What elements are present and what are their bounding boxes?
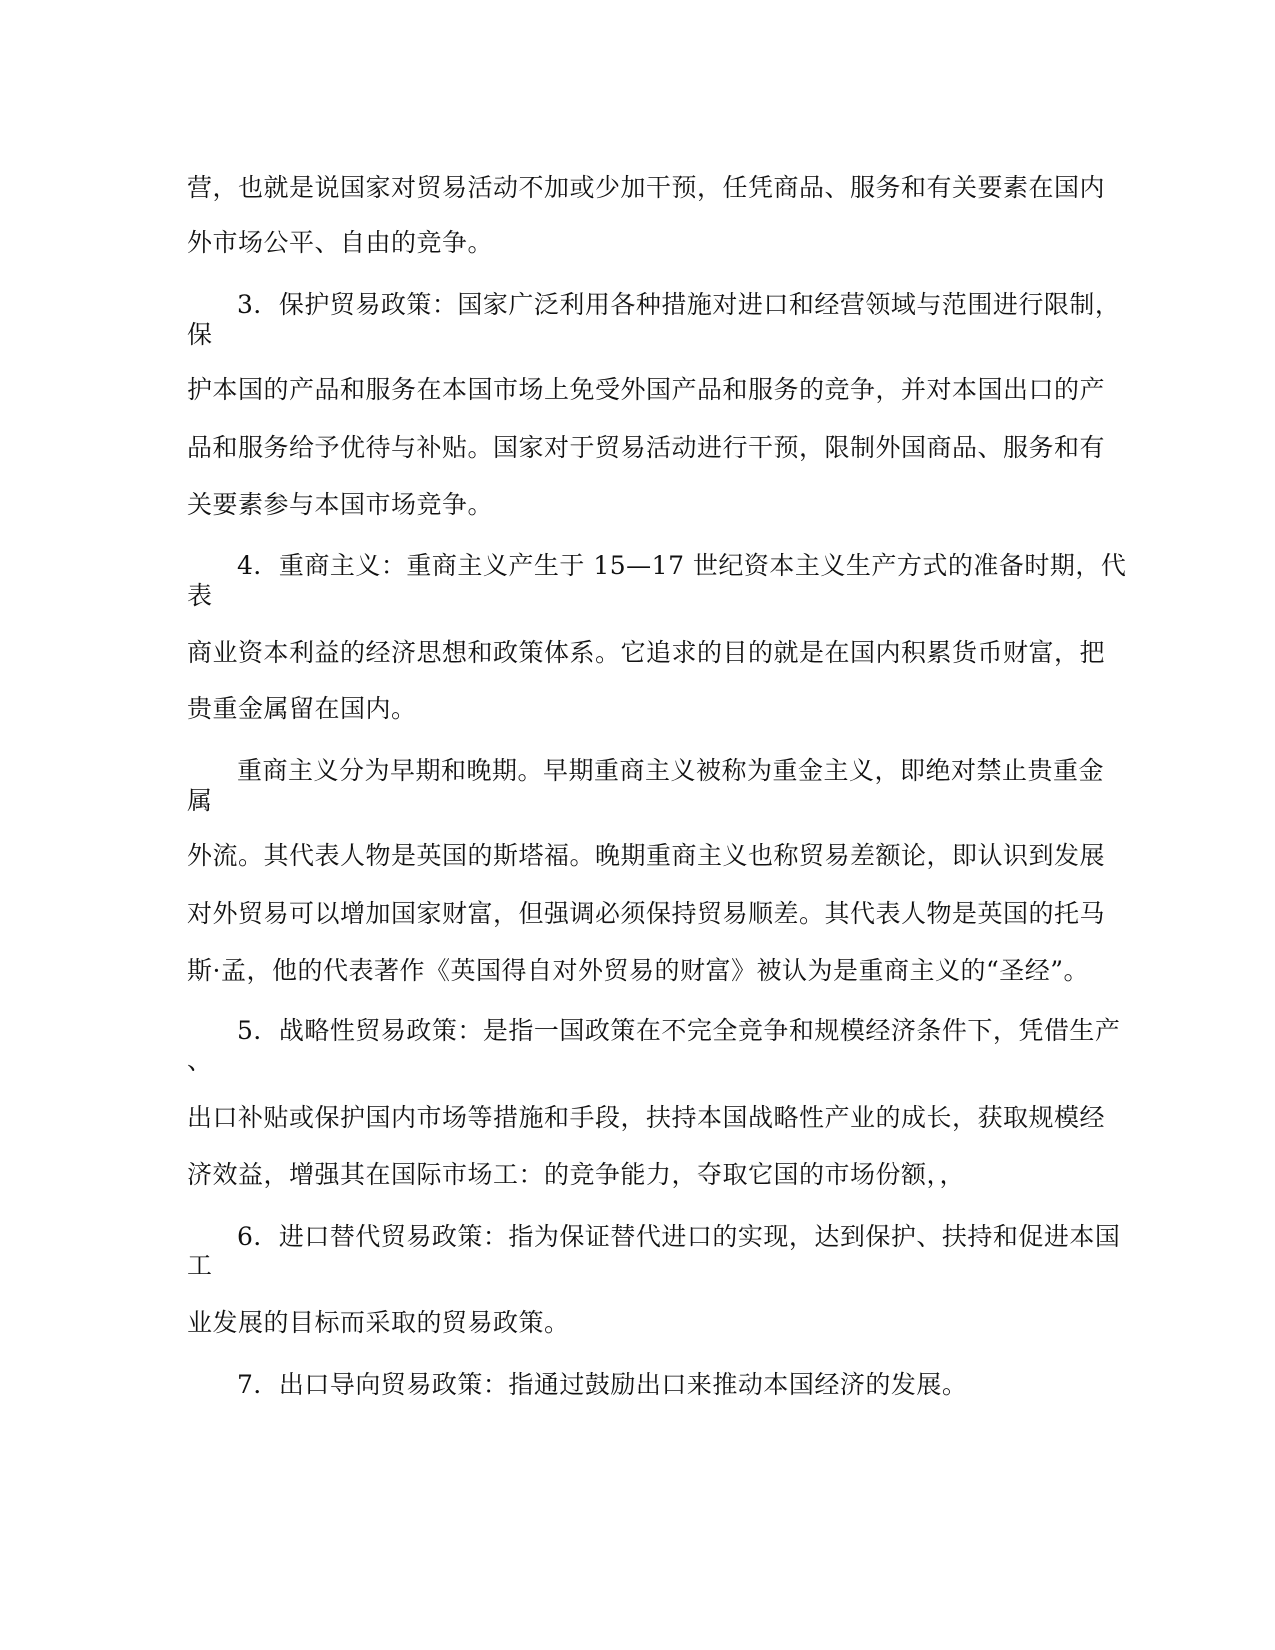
- text-line: 工: [187, 1251, 213, 1280]
- text-line: 出口补贴或保护国内市场等措施和手段，扶持本国战略性产业的成长，获取规模经: [187, 1103, 1106, 1132]
- text-line: 外市场公平、自由的竞争。: [187, 228, 494, 257]
- text-line: 重商主义分为早期和晚期。早期重商主义被称为重金主义，即绝对禁止贵重金: [237, 756, 1105, 785]
- text-line: 6．进口替代贸易政策：指为保证替代进口的实现，达到保护、扶持和促进本国: [237, 1222, 1121, 1251]
- text-line: 5．战略性贸易政策：是指一国政策在不完全竞争和规模经济条件下，凭借生产: [237, 1016, 1121, 1045]
- text-line: 4．重商主义：重商主义产生于 15—17 世纪资本主义生产方式的准备时期，代: [237, 551, 1127, 580]
- text-line: 7．出口导向贸易政策：指通过鼓励出口来推动本国经济的发展。: [237, 1370, 968, 1399]
- text-line: 属: [187, 786, 213, 815]
- text-line: 对外贸易可以增加国家财富，但强调必须保持贸易顺差。其代表人物是英国的托马: [187, 899, 1106, 928]
- text-line: 、: [187, 1046, 213, 1075]
- text-line: 斯·孟，他的代表著作《英国得自对外贸易的财富》被认为是重商主义的“圣经”。: [187, 956, 1090, 985]
- text-line: 品和服务给予优待与补贴。国家对于贸易活动进行干预，限制外国商品、服务和有: [187, 433, 1106, 462]
- text-line: 济效益，增强其在国际市场工：的竞争能力，夺取它国的市场份额，，: [187, 1160, 966, 1189]
- text-line: 保: [187, 320, 213, 349]
- text-line: 营，也就是说国家对贸易活动不加或少加干预，任凭商品、服务和有关要素在国内: [187, 173, 1106, 202]
- text-line: 表: [187, 581, 213, 610]
- text-line: 业发展的目标而采取的贸易政策。: [187, 1308, 570, 1337]
- text-line: 商业资本利益的经济思想和政策体系。它追求的目的就是在国内积累货币财富，把: [187, 638, 1106, 667]
- text-line: 关要素参与本国市场竞争。: [187, 490, 494, 519]
- text-line: 外流。其代表人物是英国的斯塔福。晚期重商主义也称贸易差额论，即认识到发展: [187, 841, 1106, 870]
- text-line: 3．保护贸易政策：国家广泛利用各种措施对进口和经营领域与范围进行限制，: [237, 290, 1121, 319]
- text-line: 贵重金属留在国内。: [187, 694, 417, 723]
- text-line: 护本国的产品和服务在本国市场上免受外国产品和服务的竞争，并对本国出口的产: [187, 375, 1106, 404]
